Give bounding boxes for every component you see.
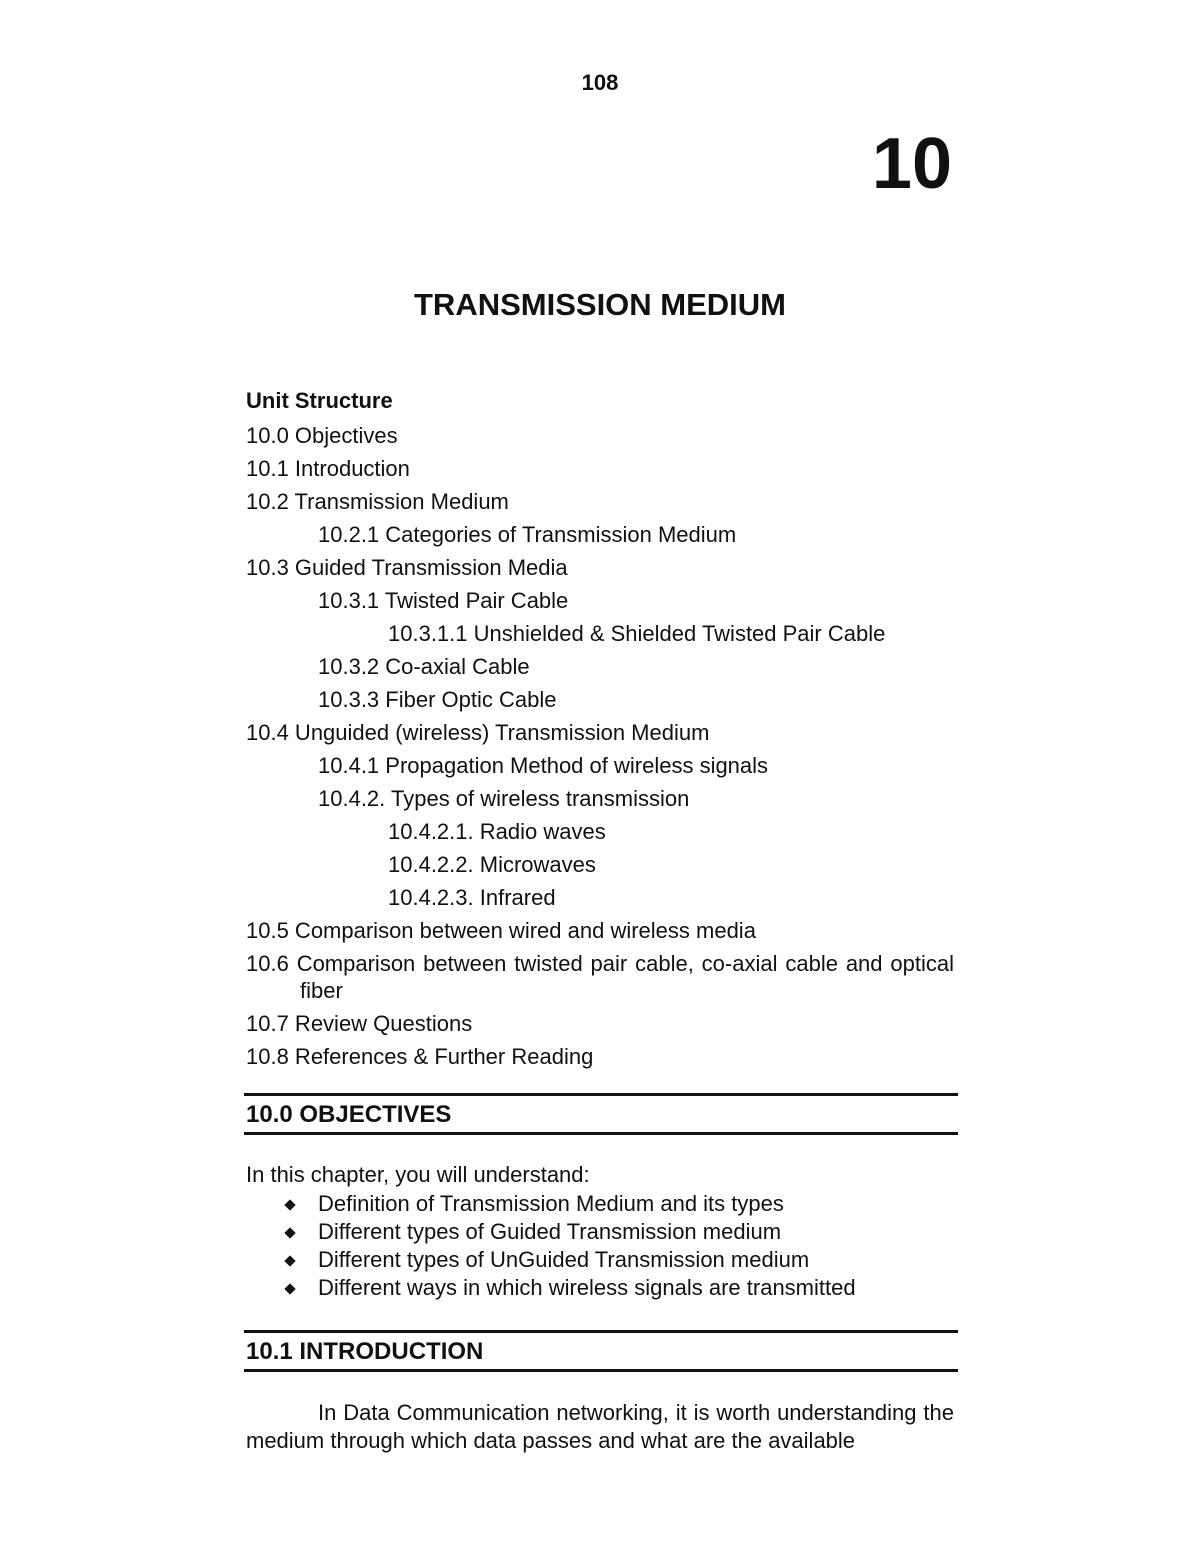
objective-text: Definition of Transmission Medium and its types — [318, 1191, 784, 1216]
page-number: 108 — [581, 70, 619, 95]
objective-text: Different ways in which wireless signals are transmitted — [318, 1275, 856, 1300]
toc-item: 10.3.3 Fiber Optic Cable — [318, 687, 557, 712]
toc-item: 10.3.1.1 Unshielded & Shielded Twisted Pair Cable — [388, 621, 886, 646]
objectives-body — [246, 1160, 954, 1302]
objective-bullet — [246, 1246, 954, 1274]
chapter-title: TRANSMISSION MEDIUM — [414, 287, 786, 322]
toc-item: 10.0 Objectives — [246, 423, 398, 448]
toc-item: 10.4.2.1. Radio waves — [388, 819, 606, 844]
toc-item: 10.4 Unguided (wireless) Transmission Medium — [246, 720, 710, 745]
chapter-number: 10 — [871, 124, 952, 204]
objective-bullet — [246, 1218, 954, 1246]
toc-item: 10.3.1 Twisted Pair Cable — [318, 588, 569, 613]
objective-text: Different types of UnGuided Transmission medium — [318, 1247, 810, 1272]
objective-bullet — [246, 1274, 954, 1302]
toc-item: 10.4.1 Propagation Method of wireless signals — [318, 753, 769, 778]
toc-item: 10.6 Comparison between twisted pair cable, co-axial cable and optical fiber — [246, 951, 954, 1003]
introduction-heading: 10.1 INTRODUCTION — [244, 1330, 958, 1372]
objectives-lead: In this chapter, you will understand: — [246, 1162, 590, 1187]
toc-item: 10.4.2.3. Infrared — [388, 885, 556, 910]
objective-bullet — [246, 1190, 954, 1218]
introduction-paragraph: In Data Communication networking, it is worth understanding the medium through which data passes and what are the available — [246, 1400, 954, 1453]
toc-item: 10.4.2. Types of wireless transmission — [318, 786, 690, 811]
unit-structure — [246, 386, 954, 1073]
toc-item: 10.1 Introduction — [246, 456, 410, 481]
toc-item: 10.3 Guided Transmission Media — [246, 555, 568, 580]
toc-item: 10.2.1 Categories of Transmission Medium — [318, 522, 737, 547]
toc-item: 10.2 Transmission Medium — [246, 489, 509, 514]
toc-item: 10.4.2.2. Microwaves — [388, 852, 596, 877]
toc-item: 10.3.2 Co-axial Cable — [318, 654, 530, 679]
objective-text: Different types of Guided Transmission medium — [318, 1219, 782, 1244]
toc-item: 10.5 Comparison between wired and wireless media — [246, 918, 756, 943]
unit-structure-heading: Unit Structure — [246, 388, 393, 413]
toc-item: 10.8 References & Further Reading — [246, 1044, 594, 1069]
toc-item: 10.7 Review Questions — [246, 1011, 473, 1036]
objectives-heading: 10.0 OBJECTIVES — [244, 1093, 958, 1135]
